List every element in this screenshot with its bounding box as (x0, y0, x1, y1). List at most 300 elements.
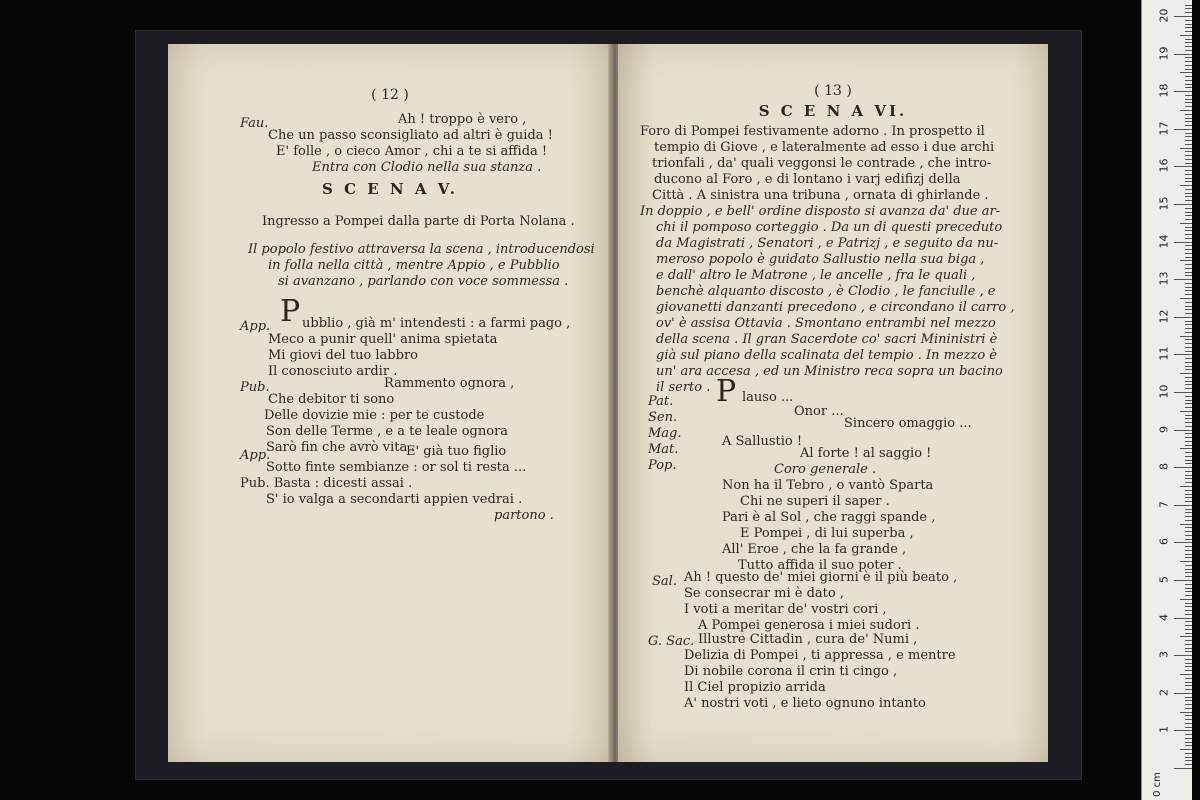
ruler-tick (1185, 621, 1192, 622)
ruler-tick (1180, 72, 1192, 73)
ruler-tick (1185, 764, 1192, 765)
ruler-tick (1174, 317, 1192, 318)
ruler-tick (1180, 561, 1192, 562)
ruler-tick (1185, 644, 1192, 645)
right-text-line: Sal. (652, 574, 677, 589)
ruler-tick (1185, 366, 1192, 367)
ruler-tick (1174, 166, 1192, 167)
ruler-tick (1185, 576, 1192, 577)
ruler-tick (1185, 494, 1192, 495)
left-text-line: in folla nella città , mentre Appio , e Pubblio (268, 258, 560, 273)
ruler-tick (1185, 343, 1192, 344)
ruler-tick (1185, 275, 1192, 276)
ruler-tick (1185, 591, 1192, 592)
ruler-tick (1180, 674, 1192, 675)
right-page-number: ( 13 ) (814, 83, 852, 99)
right-text-line: Non ha il Tebro , o vantò Sparta (722, 478, 934, 493)
ruler-tick (1185, 478, 1192, 479)
ruler-tick (1185, 159, 1192, 160)
ruler-tick (1185, 351, 1192, 352)
ruler-tick (1185, 369, 1192, 370)
right-page (618, 44, 1048, 762)
left-text-line: Pub. Basta : dicesti assai . (240, 476, 413, 491)
ruler-tick (1185, 584, 1192, 585)
ruler-tick (1185, 20, 1192, 21)
ruler-tick (1185, 136, 1192, 137)
ruler-number: 3 (1157, 651, 1171, 659)
ruler-tick (1174, 467, 1192, 468)
ruler-tick (1185, 290, 1192, 291)
ruler-tick (1185, 227, 1192, 228)
ruler-number: 6 (1157, 538, 1171, 546)
ruler-tick (1185, 697, 1192, 698)
ruler-tick (1185, 512, 1192, 513)
ruler-tick (1185, 727, 1192, 728)
ruler-tick (1185, 238, 1192, 239)
ruler-tick (1185, 253, 1192, 254)
ruler-tick (1185, 475, 1192, 476)
ruler-tick (1185, 539, 1192, 540)
ruler-tick (1185, 155, 1192, 156)
ruler-tick (1174, 730, 1192, 731)
ruler-tick (1185, 704, 1192, 705)
ruler-tick (1185, 633, 1192, 634)
right-text-line: ov' è assisa Ottavia . Smontano entrambi nel mezzo (656, 316, 996, 331)
ruler-tick (1185, 189, 1192, 190)
ruler-tick (1185, 554, 1192, 555)
ruler-tick (1185, 418, 1192, 419)
ruler-tick (1185, 456, 1192, 457)
right-text-line: benchè alquanto discosto , è Clodio , le fanciulle , e (656, 284, 996, 299)
ruler-tick (1185, 118, 1192, 119)
left-drop-cap: P (280, 294, 301, 329)
right-text-line: Ah ! questo de' miei giorni è il più beato , (684, 570, 958, 585)
left-text-line: Il conosciuto ardir . (268, 364, 398, 379)
ruler-tick (1185, 46, 1192, 47)
ruler-unit-label: 0 cm (1152, 772, 1164, 797)
ruler-tick (1174, 129, 1192, 130)
ruler-tick (1185, 407, 1192, 408)
right-text-line: All' Eroe , che la fa grande , (722, 542, 907, 557)
ruler-tick (1185, 230, 1192, 231)
ruler-tick (1185, 84, 1192, 85)
right-text-line: e dall' altro le Matrone , le ancelle , fra le quali , (656, 268, 976, 283)
ruler-tick (1185, 527, 1192, 528)
ruler-tick (1185, 170, 1192, 171)
right-text-line: Sen. (648, 410, 678, 425)
ruler-tick (1185, 302, 1192, 303)
ruler-tick (1185, 610, 1192, 611)
ruler-tick (1185, 76, 1192, 77)
ruler-tick (1185, 433, 1192, 434)
right-text-line: Delizia di Pompei , ti appressa , e mentre (684, 648, 956, 663)
ruler-tick (1174, 91, 1192, 92)
right-text-line: Città . A sinistra una tribuna , ornata di ghirlande . (652, 188, 989, 203)
ruler-tick (1185, 509, 1192, 510)
ruler-tick (1180, 35, 1192, 36)
ruler-tick (1185, 114, 1192, 115)
right-drop-cap: P (716, 374, 737, 409)
ruler-tick (1180, 223, 1192, 224)
right-text-line: meroso popolo è guidato Sallustio nella sua biga , (656, 252, 985, 267)
ruler-tick (1185, 603, 1192, 604)
ruler-tick (1180, 712, 1192, 713)
left-text-line: S' io valga a secondarti appien vedrai . (266, 492, 523, 507)
measuring-ruler (1141, 0, 1192, 800)
ruler-tick (1180, 185, 1192, 186)
right-text-line: Coro generale . (774, 462, 877, 477)
right-text-line: A Pompei generosa i miei sudori . (698, 618, 920, 633)
ruler-tick (1185, 50, 1192, 51)
ruler-tick (1185, 87, 1192, 88)
ruler-tick (1185, 102, 1192, 103)
ruler-number: 14 (1157, 234, 1171, 249)
ruler-tick (1185, 249, 1192, 250)
ruler-tick (1174, 655, 1192, 656)
left-text-line: Pub. (240, 380, 270, 395)
ruler-tick (1185, 471, 1192, 472)
ruler-tick (1185, 208, 1192, 209)
ruler-tick (1185, 212, 1192, 213)
ruler-tick (1185, 614, 1192, 615)
ruler-tick (1185, 268, 1192, 269)
ruler-tick (1185, 388, 1192, 389)
right-text-line: Mag. (648, 426, 682, 441)
right-text-line: il serto . (656, 380, 711, 395)
ruler-tick (1185, 648, 1192, 649)
left-text-line: Fau. (240, 116, 269, 131)
ruler-tick (1185, 362, 1192, 363)
ruler-tick (1185, 106, 1192, 107)
ruler-number: 1 (1157, 726, 1171, 734)
ruler-tick (1185, 403, 1192, 404)
ruler-tick (1185, 245, 1192, 246)
ruler-tick (1174, 392, 1192, 393)
left-text-line: Sotto finte sembianze : or sol ti resta ... (266, 460, 527, 475)
ruler-tick (1185, 163, 1192, 164)
left-text-line: si avanzano , parlando con voce sommessa . (278, 274, 569, 289)
ruler-number: 7 (1157, 500, 1171, 508)
right-text-line: Tutto affida il suo poter . (738, 558, 902, 573)
ruler-tick (1185, 682, 1192, 683)
ruler-tick (1185, 700, 1192, 701)
ruler-tick (1185, 27, 1192, 28)
left-text-line: Rammento ognora , (384, 376, 515, 391)
ruler-tick (1180, 411, 1192, 412)
ruler-tick (1185, 358, 1192, 359)
ruler-number: 9 (1157, 425, 1171, 433)
ruler-tick (1174, 768, 1192, 769)
ruler-tick (1185, 606, 1192, 607)
ruler-tick (1185, 125, 1192, 126)
ruler-number: 8 (1157, 463, 1171, 471)
ruler-number: 11 (1157, 346, 1171, 361)
ruler-tick (1185, 309, 1192, 310)
ruler-tick (1185, 745, 1192, 746)
ruler-tick (1185, 400, 1192, 401)
ruler-number: 17 (1157, 121, 1171, 136)
ruler-tick (1185, 546, 1192, 547)
ruler-tick (1185, 452, 1192, 453)
ruler-tick (1185, 640, 1192, 641)
ruler-tick (1185, 670, 1192, 671)
right-text-line: In doppio , e bell' ordine disposto si avanza da' due ar- (640, 204, 1001, 219)
ruler-tick (1185, 339, 1192, 340)
ruler-tick (1185, 95, 1192, 96)
ruler-tick (1185, 257, 1192, 258)
left-text-line: Entra con Clodio nella sua stanza . (312, 160, 542, 175)
ruler-number: 19 (1157, 46, 1171, 61)
ruler-tick (1174, 54, 1192, 55)
ruler-tick (1185, 328, 1192, 329)
ruler-tick (1185, 133, 1192, 134)
ruler-number: 15 (1157, 196, 1171, 211)
ruler-tick (1185, 5, 1192, 6)
ruler-tick (1185, 753, 1192, 754)
ruler-tick (1185, 708, 1192, 709)
ruler-tick (1180, 110, 1192, 111)
ruler-tick (1185, 437, 1192, 438)
ruler-tick (1174, 618, 1192, 619)
ruler-tick (1185, 384, 1192, 385)
ruler-tick (1185, 734, 1192, 735)
ruler-tick (1185, 625, 1192, 626)
left-text-line: Che debitor ti sono (268, 392, 395, 407)
ruler-tick (1185, 151, 1192, 152)
right-text-line: un' ara accesa , ed un Ministro reca sopra un bacino (656, 364, 1003, 379)
ruler-tick (1185, 651, 1192, 652)
left-text-line: Meco a punir quell' anima spietata (268, 332, 498, 347)
ruler-tick (1185, 144, 1192, 145)
ruler-tick (1185, 569, 1192, 570)
right-text-line: Sincero omaggio ... (844, 416, 972, 431)
ruler-tick (1185, 441, 1192, 442)
left-text-line: ubblio , già m' intendesti : a farmi pago , (302, 316, 571, 331)
ruler-tick (1185, 531, 1192, 532)
ruler-tick (1185, 415, 1192, 416)
right-text-line: Mat. (648, 442, 679, 457)
right-text-line: tempio di Giove , e lateralmente ad esso i due archi (654, 140, 995, 155)
ruler-number: 2 (1157, 688, 1171, 696)
ruler-tick (1185, 42, 1192, 43)
right-text-line: Chi ne superi il saper . (740, 494, 890, 509)
ruler-tick (1185, 501, 1192, 502)
ruler-tick (1185, 738, 1192, 739)
ruler-tick (1185, 234, 1192, 235)
ruler-tick (1180, 524, 1192, 525)
ruler-tick (1185, 174, 1192, 175)
ruler-tick (1185, 196, 1192, 197)
ruler-tick (1185, 65, 1192, 66)
right-text-line: ducono al Foro , e di lontano i varj edifizj della (654, 172, 961, 187)
ruler-tick (1185, 283, 1192, 284)
ruler-tick (1185, 264, 1192, 265)
left-text-line: Mi giovi del tuo labbro (268, 348, 418, 363)
left-text-line: Il popolo festivo attraversa la scena , introducendosi (248, 242, 595, 257)
left-text-line: App. (240, 448, 271, 463)
right-text-line: Illustre Cittadin , cura de' Numi , (698, 632, 918, 647)
ruler-tick (1185, 715, 1192, 716)
ruler-tick (1185, 760, 1192, 761)
ruler-tick (1185, 181, 1192, 182)
ruler-tick (1185, 595, 1192, 596)
ruler-tick (1185, 396, 1192, 397)
right-text-line: Foro di Pompei festivamente adorno . In prospetto il (640, 124, 985, 139)
ruler-tick (1185, 497, 1192, 498)
right-text-line: Pari è al Sol , che raggi spande , (722, 510, 936, 525)
ruler-tick (1185, 80, 1192, 81)
ruler-tick (1185, 294, 1192, 295)
ruler-tick (1185, 460, 1192, 461)
left-page (168, 44, 612, 762)
ruler-tick (1185, 445, 1192, 446)
ruler-tick (1185, 140, 1192, 141)
left-text-line: Sarò fin che avrò vita . (266, 440, 416, 455)
left-text-line: App. (240, 319, 271, 334)
ruler-tick (1185, 200, 1192, 201)
left-text-line: Che un passo sconsigliato ad altri è guida ! (268, 128, 553, 143)
ruler-tick (1185, 31, 1192, 32)
ruler-tick (1185, 321, 1192, 322)
ruler-tick (1185, 324, 1192, 325)
ruler-tick (1185, 313, 1192, 314)
ruler-tick (1185, 69, 1192, 70)
right-text-line: da Magistrati , Senatori , e Patrizj , e seguito da nu- (656, 236, 999, 251)
ruler-tick (1174, 693, 1192, 694)
ruler-tick (1185, 332, 1192, 333)
ruler-tick (1185, 659, 1192, 660)
right-text-line: Pat. (648, 394, 674, 409)
ruler-tick (1185, 39, 1192, 40)
ruler-tick (1185, 666, 1192, 667)
ruler-tick (1174, 580, 1192, 581)
right-text-line: I voti a meritar de' vostri cori , (684, 602, 887, 617)
ruler-tick (1180, 148, 1192, 149)
ruler-tick (1185, 535, 1192, 536)
right-text-line: Onor ... (794, 404, 844, 419)
ruler-tick (1174, 430, 1192, 431)
ruler-number: 13 (1157, 271, 1171, 286)
left-page-number: ( 12 ) (371, 87, 409, 103)
ruler-tick (1180, 336, 1192, 337)
ruler-tick (1180, 636, 1192, 637)
right-text-line: E Pompei , di lui superba , (740, 526, 914, 541)
ruler-tick (1174, 354, 1192, 355)
right-text-line: lauso ... (742, 390, 794, 405)
ruler-tick (1185, 588, 1192, 589)
ruler-tick (1185, 426, 1192, 427)
right-text-line: già sul piano della scalinata del tempio . In mezzo è (656, 348, 997, 363)
left-text-line: E' già tuo figlio (406, 444, 507, 459)
left-text-line: Son delle Terme , e a te leale ognora (266, 424, 509, 439)
ruler-tick (1185, 719, 1192, 720)
ruler-tick (1185, 381, 1192, 382)
ruler-tick (1174, 204, 1192, 205)
ruler-tick (1185, 463, 1192, 464)
ruler-tick (1185, 678, 1192, 679)
ruler-tick (1185, 557, 1192, 558)
ruler-tick (1185, 572, 1192, 573)
right-text-line: della scena . Il gran Sacerdote co' sacri Mininistri è (656, 332, 998, 347)
ruler-tick (1174, 505, 1192, 506)
ruler-tick (1185, 550, 1192, 551)
ruler-tick (1174, 279, 1192, 280)
right-scene-title: S C E N A VI. (758, 102, 908, 120)
right-text-line: chi il pomposo corteggio . Da un di questi preceduto (656, 220, 1003, 235)
ruler-tick (1185, 663, 1192, 664)
right-text-line: Pop. (648, 458, 677, 473)
right-text-line: giovanetti danzanti precedono , e circondano il carro , (656, 300, 1015, 315)
ruler-tick (1180, 298, 1192, 299)
right-text-line: Al forte ! al saggio ! (800, 446, 932, 461)
ruler-tick (1180, 599, 1192, 600)
ruler-number: 4 (1157, 613, 1171, 621)
ruler-tick (1185, 422, 1192, 423)
ruler-number: 12 (1157, 309, 1171, 324)
ruler-number: 18 (1157, 83, 1171, 98)
ruler-tick (1185, 12, 1192, 13)
ruler-tick (1180, 373, 1192, 374)
ruler-number: 20 (1157, 8, 1171, 23)
ruler-tick (1185, 685, 1192, 686)
ruler-tick (1185, 99, 1192, 100)
right-text-line: A Sallustio ! (722, 434, 803, 449)
ruler-tick (1185, 215, 1192, 216)
ruler-tick (1185, 272, 1192, 273)
ruler-number: 16 (1157, 158, 1171, 173)
ruler-tick (1185, 723, 1192, 724)
right-text-line: Di nobile corona il crin ti cingo , (684, 664, 898, 679)
ruler-tick (1180, 448, 1192, 449)
ruler-tick (1180, 260, 1192, 261)
ruler-number: 5 (1157, 576, 1171, 583)
right-text-line: A' nostri voti , e lieto ognuno intanto (684, 696, 926, 711)
ruler-tick (1185, 742, 1192, 743)
ruler-tick (1185, 565, 1192, 566)
left-text-line: Delle dovizie mie : per te custode (264, 408, 485, 423)
ruler-tick (1185, 629, 1192, 630)
ruler-tick (1185, 520, 1192, 521)
ruler-tick (1185, 306, 1192, 307)
ruler-tick (1185, 121, 1192, 122)
ruler-tick (1174, 16, 1192, 17)
ruler-tick (1180, 486, 1192, 487)
ruler-tick (1185, 490, 1192, 491)
ruler-tick (1185, 178, 1192, 179)
ruler-tick (1185, 516, 1192, 517)
left-text-line: partono . (494, 508, 554, 523)
ruler-tick (1185, 287, 1192, 288)
left-text-line: Ingresso a Pompei dalla parte di Porta Nolana . (262, 214, 575, 229)
ruler-tick (1185, 8, 1192, 9)
ruler-tick (1185, 757, 1192, 758)
ruler-tick (1185, 689, 1192, 690)
ruler-tick (1180, 749, 1192, 750)
ruler-tick (1174, 542, 1192, 543)
ruler-tick (1185, 193, 1192, 194)
right-text-line: Se consecrar mi è dato , (684, 586, 844, 601)
right-text-line: Il Ciel propizio arrida (684, 680, 826, 695)
ruler-tick (1185, 219, 1192, 220)
ruler-tick (1185, 61, 1192, 62)
ruler-tick (1185, 377, 1192, 378)
ruler-tick (1174, 242, 1192, 243)
left-text-line: E' folle , o cieco Amor , chi a te si affida ! (276, 144, 548, 159)
ruler-tick (1185, 347, 1192, 348)
ruler-number: 10 (1157, 384, 1171, 399)
left-text-line: Ah ! troppo è vero , (398, 112, 527, 127)
right-text-line: G. Sac. (648, 634, 695, 649)
